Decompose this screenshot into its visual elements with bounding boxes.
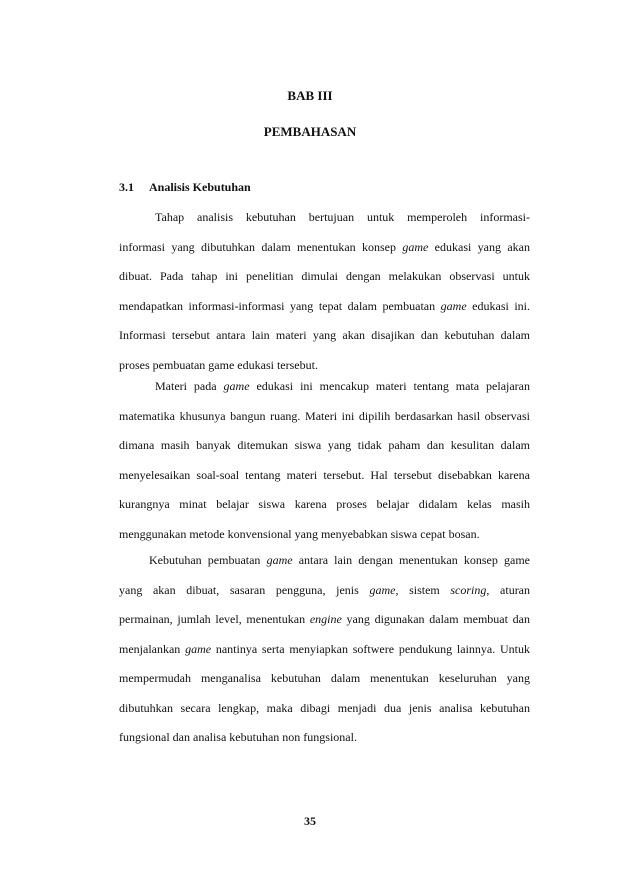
text-line: proses pembuatan game edukasi tersebut. [119,357,318,372]
text-line: mempermudah menganalisa kebutuhan dalam menentukan keseluruhan yang [119,671,530,685]
text-line: Kebutuhan pembuatan game antara lain dengan menentukan konsep game [149,553,530,567]
text-line: mendapatkan informasi-informasi yang tepat dalam pembuatan game edukasi ini. [119,298,531,313]
text-line: informasi yang dibutuhkan dalam menentukan konsep game edukasi yang akan [119,239,530,254]
text-line: Informasi tersebut antara lain materi yang akan disajikan dan kebutuhan dalam [119,328,530,342]
section-heading [119,180,251,195]
paragraph-1 [119,203,530,380]
section-number: 3.1 [119,180,134,194]
text-line: dibutuhkan secara lengkap, maka dibagi menjadi dua jenis analisa kebutuhan [119,700,530,715]
chapter-title: PEMBAHASAN [263,124,357,139]
text-line: Materi pada game edukasi ini mencakup materi tentang mata pelajaran [155,379,531,393]
paragraph-3 [119,546,530,753]
text-line: dimana masih banyak ditemukan siswa yang tidak paham dan kesulitan dalam [119,438,530,452]
text-line: dibuat. Pada tahap ini penelitian dimulai dengan melakukan observasi untuk [119,269,530,283]
text-line: Tahap analisis kebutuhan bertujuan untuk memperoleh informasi- [155,210,530,224]
paragraph-2 [119,372,530,549]
text-line: yang akan dibuat, sasaran pengguna, jenis game, sistem scoring, aturan [119,582,531,597]
chapter-label: BAB III [287,88,333,103]
text-line: permainan, jumlah level, menentukan engine yang digunakan dalam membuat dan [119,612,531,626]
text-line: menyelesaikan soal-soal tentang materi tersebut. Hal tersebut disebabkan karena [119,467,530,482]
section-title: Analisis Kebutuhan [149,180,251,194]
text-line: fungsional dan analisa kebutuhan non fungsional. [119,730,357,744]
text-line: menggunakan metode konvensional yang menyebabkan siswa cepat bosan. [119,526,480,541]
text-line: menjalankan game nantinya serta menyiapkan softwere pendukung lainnya. Untuk [119,641,530,656]
page-number: 35 [304,814,316,828]
text-line: kurangnya minat belajar siswa karena proses belajar didalam kelas masih [119,497,530,511]
text-line: matematika khusunya bangun ruang. Materi ini dipilih berdasarkan hasil observasi [119,408,530,423]
